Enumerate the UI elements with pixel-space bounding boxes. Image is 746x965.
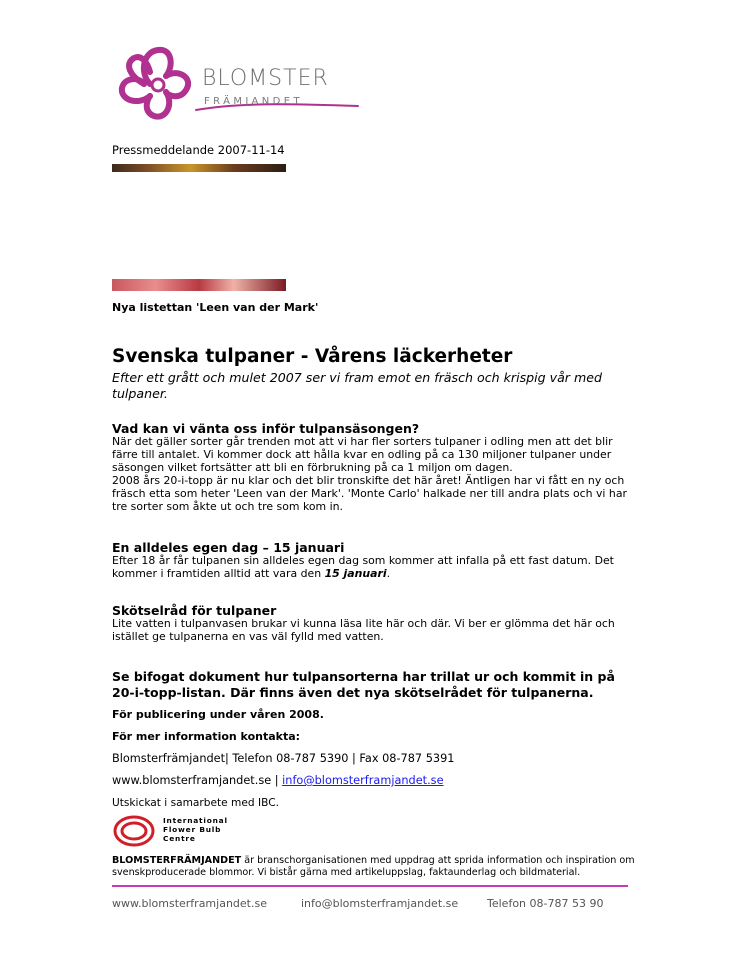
cooperation-note: Utskickat i samarbete med IBC. [112, 797, 279, 809]
about-text: är branschorganisationen med uppdrag att sprida information och inspiration om svenskproducerade blommor. Vi bistår gärna med artikeluppslag, faktaunderlag och bildmaterial. [112, 855, 635, 878]
press-release-date: Pressmeddelande 2007-11-14 [112, 143, 285, 157]
website-text: www.blomsterframjandet.se | [112, 774, 283, 787]
body-text: Efter 18 år får tulpanen sin alldeles egen dag som kommer att infalla på ett fast datum. Det kommer i framtiden alltid att vara den [112, 554, 614, 580]
section-title-tulip-day: En alldeles egen dag – 15 januari [112, 540, 345, 555]
tulip-day-date: 15 januari [324, 567, 387, 580]
brand-name: BLOMSTER [202, 66, 329, 91]
lead-paragraph: Efter ett grått och mulet 2007 ser vi fram emot en fräsch och krispig vår med tulpaner. [112, 370, 602, 401]
paragraph: Lite vatten i tulpanvasen brukar vi kunna läsa lite här och där. Vi ber er glömma det här och istället ge tulpanerna en vas väl fylld med vatten. [112, 617, 615, 643]
ibc-text-line: Flower Bulb [163, 825, 222, 834]
logo-center [152, 79, 164, 91]
footer-phone: Telefon 08-787 53 90 [487, 897, 604, 910]
about-organisation [112, 855, 637, 879]
paragraph: 2008 års 20-i-topp är nu klar och det blir tronskifte det här året! Äntligen har vi fått en ny och fräsch etta som heter 'Leen van der Mark'. 'Monte Carlo' halkade ner till andra plats och vi har tre sorter som åkte ut och tre som kom in. [112, 474, 627, 513]
footer-divider [112, 885, 628, 887]
ibc-text-line: International [163, 816, 228, 825]
tulip-photo-top-edge [112, 164, 286, 172]
ibc-text-line: Centre [163, 834, 196, 843]
brand-subtitle: FRÄMJANDET [204, 96, 303, 107]
section-body-care-advice [112, 617, 637, 643]
publication-note: För publicering under våren 2008. [112, 708, 324, 721]
website-email-line [112, 774, 444, 787]
footer-website: www.blomsterframjandet.se [112, 897, 267, 910]
more-info-label: För mer information kontakta: [112, 730, 301, 743]
attachment-note: Se bifogat dokument hur tulpansorterna har trillat ur och kommit in på 20-i-topp-listan. Där finns även det nya skötselrådet för tulpanerna. [112, 669, 615, 700]
email-link[interactable]: info@blomsterframjandet.se [282, 774, 444, 787]
section-title-season: Vad kan vi vänta oss inför tulpansäsongen? [112, 421, 420, 436]
section-body-season [112, 435, 637, 513]
headline: Svenska tulpaner - Vårens läckerheter [112, 346, 513, 367]
photo-caption: Nya listettan 'Leen van der Mark' [112, 301, 319, 314]
contact-line: Blomsterfrämjandet| Telefon 08-787 5390 | Fax 08-787 5391 [112, 752, 455, 765]
ibc-logo-ring-inner [122, 823, 146, 839]
section-body-tulip-day [112, 554, 637, 580]
org-name: BLOMSTERFRÄMJANDET [112, 855, 242, 866]
section-title-care-advice: Skötselråd för tulpaner [112, 603, 277, 618]
paragraph: När det gäller sorter går trenden mot att vi har fler sorters tulpaner i odling men att det blir färre till antalet. Vi kommer dock att hålla kvar en odling på ca 130 miljoner tulpaner under säsongen vilket fortsätter att bli en förbrukning på ca 1 miljon om dagen. [112, 435, 613, 474]
ibc-logo-text [163, 816, 228, 843]
tulip-photo-bottom-edge [112, 279, 286, 291]
footer-email: info@blomsterframjandet.se [301, 897, 459, 910]
body-text-end: . [386, 567, 391, 580]
